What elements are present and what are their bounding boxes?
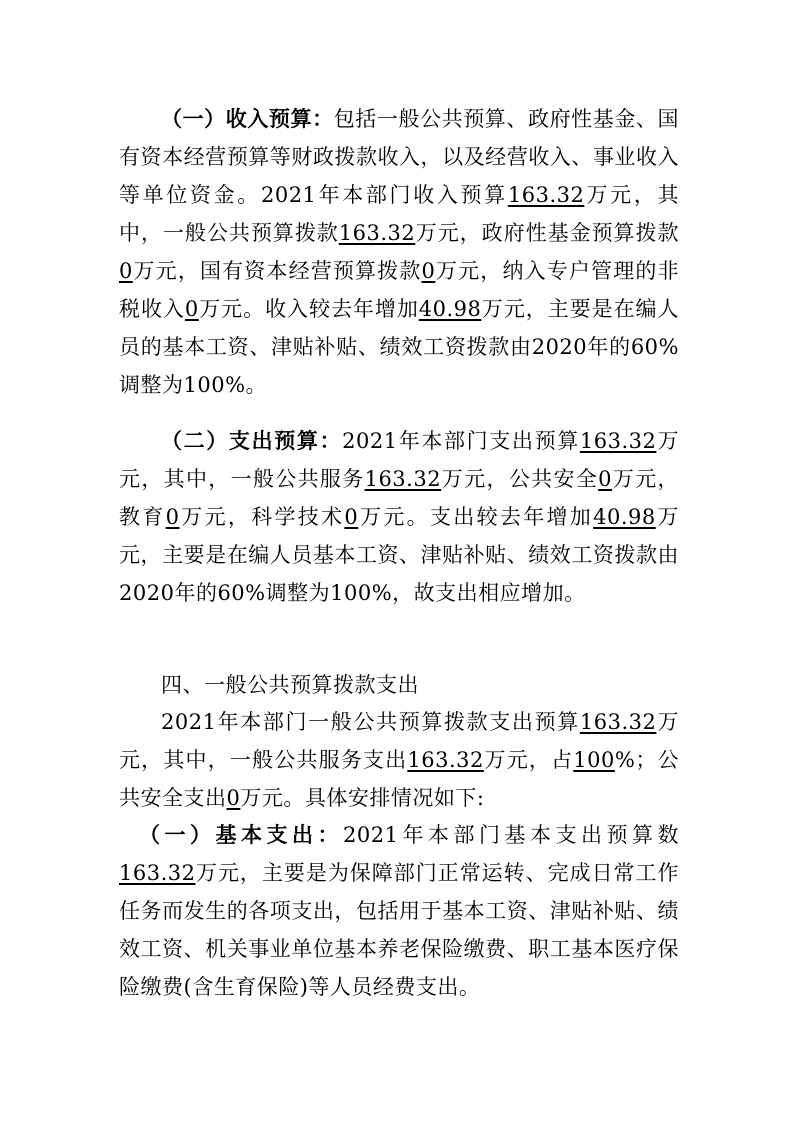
public-service-value: 163.32 — [364, 467, 442, 491]
expense-budget-paragraph: （二）支出预算：2021年本部门支出预算163.32万元，其中，一般公共服务163.32万元，公共安全0万元，教育0万元，科学技术0万元。支出较去年增加40.98万元，主要是在编人员基本工资、津贴补贴、绩效工资拨款由2020年的60%调整为100%，故支出相应增加。 — [119, 429, 680, 605]
percent-value: 100 — [573, 748, 615, 772]
basic-expense-total-value: 163.32 — [119, 861, 196, 885]
expense-budget-title: （二）支出预算： — [161, 429, 343, 453]
general-expense-total-value: 163.32 — [579, 710, 657, 734]
general-public-security-value: 0 — [226, 786, 241, 810]
gov-fund-value: 0 — [119, 259, 133, 283]
general-budget-expense-paragraph: 2021年本部门一般公共预算拨款支出预算163.32万元，其中，一般公共服务支出163.32万元，占100%；公共安全支出0万元。具体安排情况如下: — [119, 710, 680, 810]
general-public-service-value: 163.32 — [407, 748, 484, 772]
income-budget-title: （一）收入预算： — [161, 107, 334, 131]
basic-expense-title: （一）基本支出： — [139, 823, 344, 847]
education-value: 0 — [165, 505, 180, 529]
state-capital-value: 0 — [421, 259, 436, 283]
science-value: 0 — [344, 505, 359, 529]
section-four-heading: 四、一般公共预算拨款支出 — [161, 673, 419, 697]
income-increase-value: 40.98 — [418, 297, 482, 321]
expense-increase-value: 40.98 — [593, 505, 656, 529]
expense-total-value: 163.32 — [579, 429, 657, 453]
basic-expense-paragraph: （一）基本支出：2021年本部门基本支出预算数163.32万元，主要是为保障部门正常运转、完成日常工作任务而发生的各项支出，包括用于基本工资、津贴补贴、绩效工资、机关事业单位基本养老保险缴费、职工基本医疗保险缴费(含生育保险)等人员经费支出。 — [119, 823, 680, 999]
non-tax-value: 0 — [184, 297, 199, 321]
income-budget-paragraph: （一）收入预算：包括一般公共预算、政府性基金、国有资本经营预算等财政拨款收入，以及经营收入、事业收入等单位资金。2021年本部门收入预算163.32万元，其中，一般公共预算拨款163.32万元，政府性基金预算拨款0万元，国有资本经营预算拨款0万元，纳入专户管理的非税收入0万元。收入较去年增加40.98万元，主要是在编人员的基本工资、津贴补贴、绩效工资拨款由2020年的60%调整为100%。 — [119, 107, 680, 397]
income-total-value: 163.32 — [507, 183, 585, 207]
general-budget-value: 163.32 — [338, 221, 416, 245]
public-security-value: 0 — [598, 467, 613, 491]
